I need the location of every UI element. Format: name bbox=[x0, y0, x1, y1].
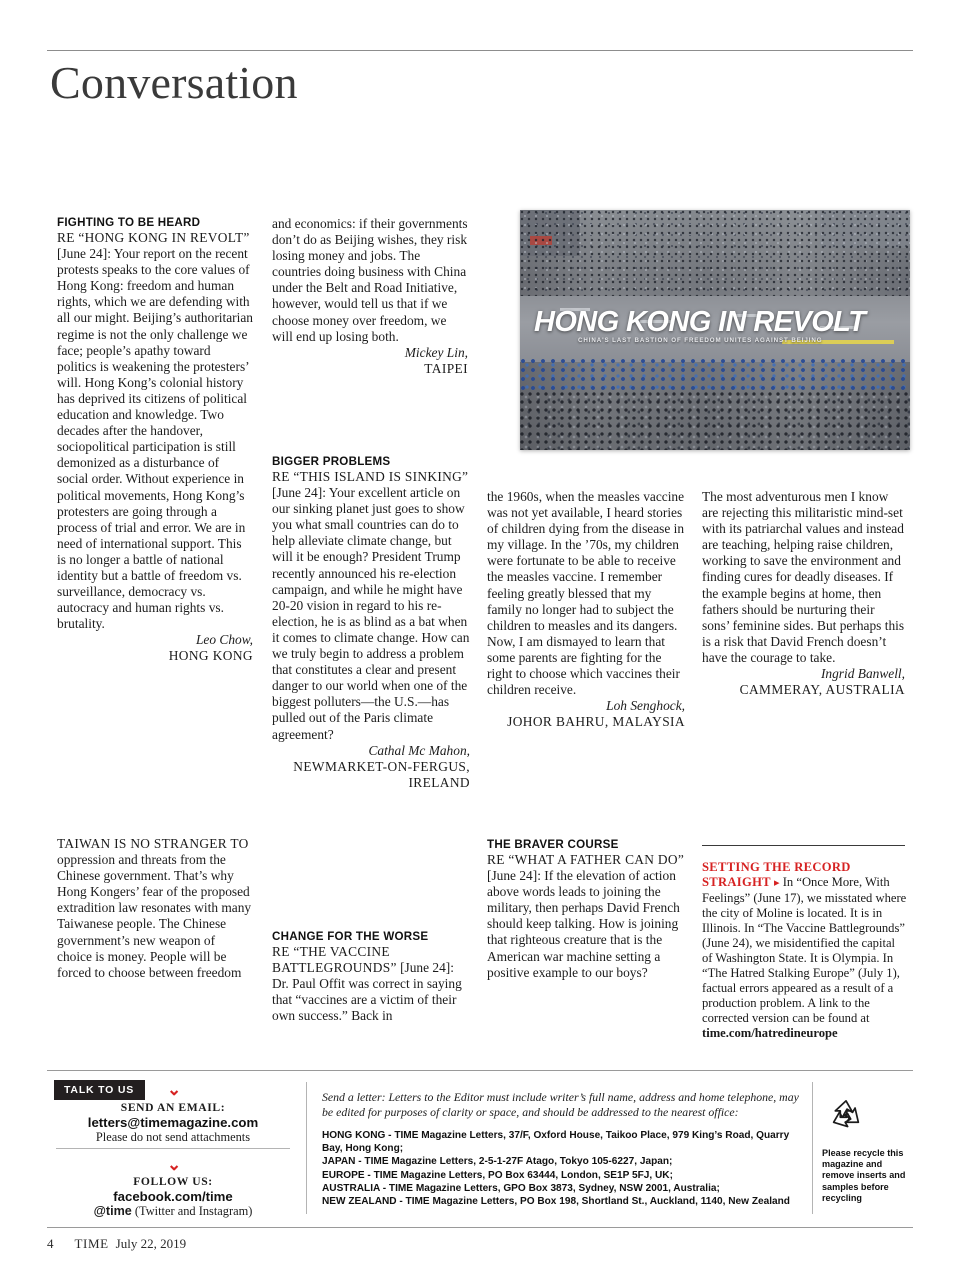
email-note: Please do not send attachments bbox=[95, 1130, 251, 1144]
letter-signature: Leo Chow, bbox=[195, 632, 253, 648]
letter-heading-change-for-the-worse: CHANGE FOR THE WORSE bbox=[272, 930, 429, 943]
letter-lead-change-for-the-worse: RE “THE VACCINE BATTLEGROUNDS” bbox=[272, 944, 397, 976]
email-contact-block bbox=[48, 1101, 298, 1145]
panel-vertical-divider bbox=[812, 1082, 813, 1214]
letter-location: CAMMERAY, AUSTRALIA bbox=[739, 682, 905, 698]
letter-body-braver-course bbox=[487, 852, 685, 981]
column-3-braver-course bbox=[487, 838, 685, 981]
column-4 bbox=[702, 489, 905, 698]
email-address[interactable]: letters@timemagazine.com bbox=[87, 1115, 259, 1130]
panel-vertical-divider bbox=[306, 1082, 307, 1214]
column-2 bbox=[272, 216, 468, 377]
email-label: SEND AN EMAIL: bbox=[120, 1101, 226, 1114]
letter-text: The most adventurous men I know are rejecting this militaristic mind-set with its patriarchal values and instead are teaching, helping raise children, working to save the environment and finding cures for deadly diseases. If the example begins at home, then fathers should be nurturing their sons’ feminine sides. But perhaps this is a risk that David French doesn’t have the courage to take. bbox=[702, 489, 905, 665]
letter-signature: Ingrid Banwell, bbox=[820, 666, 905, 682]
issue-date: July 22, 2019 bbox=[115, 1236, 187, 1251]
column-2-change-for-the-worse bbox=[272, 930, 470, 1024]
letter-body-taiwan-cont bbox=[272, 216, 468, 377]
letter-body-change-for-the-worse bbox=[272, 944, 470, 1024]
letter-lead-bigger-problems: RE “THIS ISLAND IS SINKING” bbox=[272, 469, 469, 484]
address-japan: JAPAN - TIME Magazine Letters, 2-5-1-27F Atago, Tokyo 105-6227, Japan; bbox=[322, 1156, 673, 1168]
facebook-handle[interactable]: facebook.com/time bbox=[113, 1189, 233, 1204]
recycle-icon bbox=[822, 1098, 870, 1138]
recycle-text: Please recycle this magazine and remove inserts and samples before recycling bbox=[822, 1148, 906, 1203]
talk-to-us-inner-divider bbox=[56, 1148, 290, 1149]
bottom-panel-divider bbox=[47, 1070, 913, 1071]
send-a-letter-intro: Send a letter: Letters to the Editor must include writer’s full name, address and home telephone, may be edited for purposes of clarity or space, and should be addressed to the nearest office: bbox=[322, 1090, 799, 1119]
letter-lead-taiwan: TAIWAN IS NO STRANGER TO bbox=[57, 836, 249, 851]
setting-the-record-straight bbox=[702, 860, 908, 1041]
letter-heading-braver-course: THE BRAVER COURSE bbox=[487, 838, 619, 851]
letter-body-taiwan bbox=[57, 836, 253, 981]
column-3 bbox=[487, 489, 685, 730]
office-address-list bbox=[322, 1129, 812, 1208]
letter-body-change-for-the-worse-cont bbox=[487, 489, 685, 730]
letter-text: and economics: if their governments don’t do as Beijing wishes, they risk losing money and jobs. The countries doing business with China under the Belt and Road Initiative, however, would tell us that if we choose money over freedom, we will end up losing both. bbox=[272, 216, 468, 344]
cover-subhead: CHINA'S LAST BASTION OF FREEDOM UNITES AGAINST BEIJING bbox=[578, 337, 823, 344]
address-europe: EUROPE - TIME Magazine Letters, PO Box 63444, London, SE1P 5FJ, UK; bbox=[322, 1169, 673, 1181]
page-number: 4 bbox=[47, 1236, 54, 1251]
page-footer bbox=[47, 1236, 186, 1252]
letter-location: JOHOR BAHRU, MALAYSIA bbox=[507, 714, 685, 730]
footer-divider bbox=[47, 1227, 913, 1228]
letter-heading-bigger-problems: BIGGER PROBLEMS bbox=[272, 455, 391, 468]
follow-label: FOLLOW US: bbox=[133, 1175, 213, 1188]
letter-body-braver-course-cont bbox=[702, 489, 905, 698]
social-handle-line bbox=[48, 1204, 298, 1219]
brand-name: TIME bbox=[74, 1236, 109, 1251]
letter-lead-fighting-to-be-heard: RE “HONG KONG IN REVOLT” bbox=[57, 230, 250, 245]
cover-photo bbox=[520, 210, 910, 450]
letter-lead-braver-course: RE “WHAT A FATHER CAN DO” bbox=[487, 852, 685, 867]
address-hong-kong: HONG KONG - TIME Magazine Letters, 37/F, Oxford House, Taikoo Place, 979 King’s Road, Quarry Bay, Hong Kong; bbox=[322, 1130, 790, 1155]
letter-location: NEWMARKET-ON-FERGUS, IRELAND bbox=[293, 758, 470, 790]
letter-heading-fighting-to-be-heard: FIGHTING TO BE HEARD bbox=[57, 216, 201, 229]
column-1-lower bbox=[57, 836, 253, 981]
letter-location: HONG KONG bbox=[168, 648, 253, 664]
talk-to-us-badge: TALK TO US bbox=[54, 1080, 145, 1100]
letter-text: [June 24]: Your excellent article on our sinking planet just goes to show you what small countries can do to help alleviate climate change, but will it be enough? President Trump recently announced his re-election campaign, and while he might have 20-20 vision in regard to his re-election, he is as blind as a bat when it comes to climate change. How can we truly begin to address a problem that constitutes a clear and present danger to our world when one of the biggest polluters—the U.S.—has pulled out of the Paris climate agreement? bbox=[272, 485, 470, 742]
record-straight-body: In “Once More, With Feelings” (June 17), we misstated where the city of Moline is located. It is in Illinois. In “The Vaccine Battlegrounds” (June 24), we misidentified the capital of Washington State. It is Olympia. In “The Hatred Stalking Europe” (July 1), factual errors appeared as a result of a production problem. A link to the corrected version can be found at bbox=[702, 875, 907, 1025]
page-title: Conversation bbox=[50, 57, 298, 108]
column-1 bbox=[57, 216, 253, 665]
chevron-down-icon: ⌄ bbox=[167, 1155, 182, 1174]
address-australia: AUSTRALIA - TIME Magazine Letters, GPO Box 3873, Sydney, NSW 2001, Australia; bbox=[322, 1182, 720, 1194]
letter-signature: Cathal Mc Mahon, bbox=[368, 742, 470, 758]
record-straight-divider bbox=[702, 845, 905, 846]
police-line-texture bbox=[520, 358, 910, 394]
letter-text: the 1960s, when the measles vaccine was not yet available, I heard stories of children dying from the disease in my village. In the ’70s, my children were fortunate to be able to receive the measles vaccine. I remember feeling greatly blessed that my family no longer had to subject the children to measles and its dangers. Now, I am dismayed to learn that some parents are fighting for the right to choose which vaccines their children receive. bbox=[487, 489, 685, 698]
cover-headline: HONG KONG IN REVOLT bbox=[534, 306, 866, 338]
crowd-texture-bottom bbox=[520, 392, 910, 450]
triangle-right-icon: ▸ bbox=[774, 877, 780, 889]
letter-signature: Loh Senghock, bbox=[606, 698, 685, 714]
social-handle-note: (Twitter and Instagram) bbox=[131, 1204, 253, 1218]
letter-text: oppression and threats from the Chinese government. That’s why Hong Kongers’ fear of the proposed extradition law resonates with many Taiwanese people. The Chinese government’s new weapon of choice is money. People will be forced to choose between freedom bbox=[57, 852, 252, 980]
cover-photo-background bbox=[520, 210, 910, 450]
crowd-texture-top bbox=[520, 210, 910, 302]
letter-text: [June 24]: Dr. Paul Offit was correct in saying that “vaccines are a victim of their own success.” Back in bbox=[272, 960, 462, 1024]
letter-text: [June 24]: If the elevation of action above words leads to joining the military, then perhaps David French should keep talking. How is joining that righteous creature that is the American war machine setting a positive example to our boys? bbox=[487, 868, 680, 980]
address-new-zealand: NEW ZEALAND - TIME Magazine Letters, PO Box 198, Shortland St., Auckland, 1140, New Zealand bbox=[322, 1196, 790, 1208]
letter-body-bigger-problems bbox=[272, 469, 470, 791]
letter-signature: Mickey Lin, bbox=[404, 344, 468, 360]
chevron-down-icon: ⌄ bbox=[167, 1080, 182, 1099]
letter-body-fighting-to-be-heard bbox=[57, 230, 253, 665]
follow-contact-block bbox=[48, 1175, 298, 1219]
record-straight-link[interactable]: time.com/hatredineurope bbox=[702, 1026, 838, 1040]
recycle-notice bbox=[822, 1098, 914, 1204]
record-straight-heading: SETTING THE RECORD STRAIGHT bbox=[702, 860, 851, 889]
header-divider bbox=[47, 50, 913, 51]
letter-text: [June 24]: Your report on the recent protests speaks to the core values of Hong Kong: freedom and human rights, which we are defending with all our might. Beijing’s authoritarian regime is not the only challenge we face; people’s apathy toward politics is weakening the protesters’ will. Hong Kong’s colonial history has deprived its citizens of political education and knowledge. Two decades after the handover, sociopolitical participation is still demonized as a disturbance of social order. Without experience in political movements, Hong Kong’s protesters are going through a process of trial and error. We are in need of international support. This is no longer a battle of national identity but a battle of freedom vs. surveillance, democracy vs. autocracy and human rights vs. brutality. bbox=[57, 246, 253, 632]
twitter-instagram-handle[interactable]: @time bbox=[93, 1204, 132, 1218]
column-2-bigger-problems bbox=[272, 455, 470, 791]
letter-location: TAIPEI bbox=[424, 360, 468, 376]
